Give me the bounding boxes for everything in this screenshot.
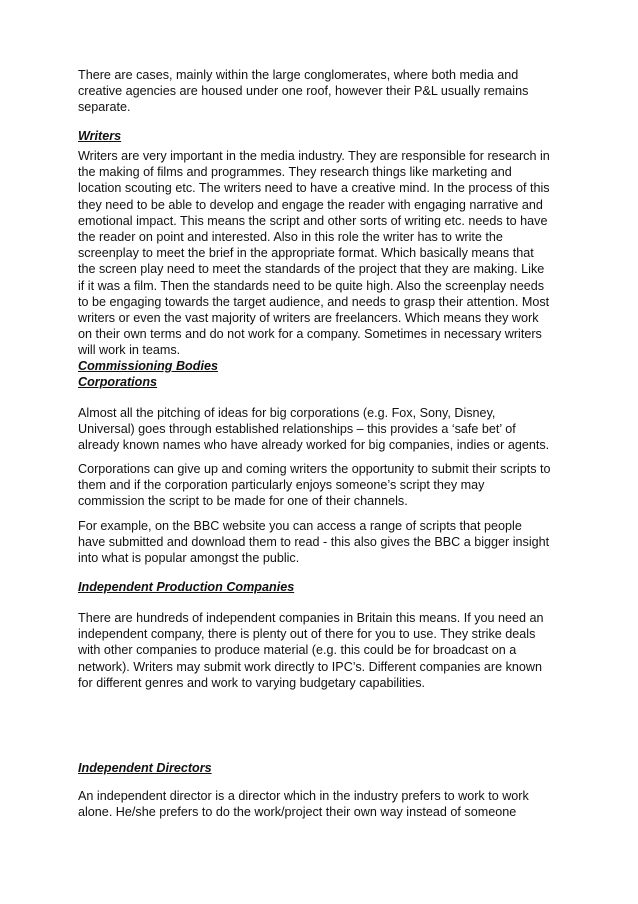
text-line: An independent director is a director which in the industry prefers to work to work — [78, 789, 529, 803]
text-line: Universal) goes through established relationships – this provides a ‘safe bet’ of — [78, 422, 516, 437]
corporations-paragraph-3 — [78, 518, 564, 567]
text-line: commission the script to be made for one of their channels. — [78, 494, 408, 509]
writers-paragraph — [78, 148, 564, 359]
text-line: Almost all the pitching of ideas for big corporations (e.g. Fox, Sony, Disney, — [78, 406, 496, 420]
independent-directors-paragraph — [78, 788, 564, 820]
text-line: to be engaging towards the target audience, and needs to grasp their attention. Most — [78, 294, 550, 309]
text-line: the making of films and programmes. They research things like marketing and — [78, 165, 512, 180]
text-line: will work in teams. — [78, 343, 181, 358]
text-line: network). Writers may submit work directly to IPC’s. Different companies are known — [78, 659, 543, 674]
text-line: There are cases, mainly within the large conglomerates, where both media and — [78, 68, 519, 82]
text-line: the reader on point and interested. Also in this role the writer has to write the — [78, 230, 503, 245]
text-line: separate. — [78, 100, 131, 115]
independent-production-companies-heading: Independent Production Companies — [78, 580, 295, 594]
text-line: Writers are very important in the media industry. They are responsible for research in — [78, 149, 550, 163]
text-line: for different genres and work to varying budgetary capabilities. — [78, 675, 425, 690]
text-line: on their own terms and do not work for a company. Sometimes in necessary writers — [78, 327, 542, 342]
text-line: screenplay to meet the brief in the appropriate format. Which basically means that — [78, 246, 534, 261]
independent-production-paragraph — [78, 610, 564, 691]
text-line: writers or even the vast majority of writers are freelancers. Which means they work — [78, 311, 539, 326]
text-line: already known names who have already worked for big companies, indies or agents. — [78, 438, 550, 453]
intro-paragraph — [78, 67, 564, 116]
text-line: them and if the corporation particularly enjoys someone’s script they may — [78, 478, 485, 493]
commissioning-bodies-heading: Commissioning Bodies — [78, 359, 218, 373]
independent-directors-heading: Independent Directors — [78, 761, 212, 775]
text-line: There are hundreds of independent companies in Britain this means. If you need an — [78, 611, 544, 625]
text-line: with other companies to produce material (e.g. this could be for broadcast on a — [78, 643, 517, 658]
text-line: independent company, there is plenty out of there for you to use. They strike deals — [78, 627, 536, 642]
text-line: location scouting etc. The writers need to have a creative mind. In the process of this — [78, 181, 550, 196]
writers-heading: Writers — [78, 129, 122, 143]
corporations-heading: Corporations — [78, 375, 158, 389]
corporations-paragraph-1 — [78, 405, 564, 454]
text-line: they need to be able to develop and engage the reader with engaging narrative and — [78, 197, 543, 212]
text-line: have submitted and download them to read - this also gives the BBC a bigger insight — [78, 535, 550, 550]
text-line: the screen play need to meet the standards of the project that they are making. Like — [78, 262, 545, 277]
text-line: For example, on the BBC website you can access a range of scripts that people — [78, 519, 522, 533]
text-line: creative agencies are housed under one roof, however their P&L usually remains — [78, 84, 529, 99]
text-line: into what is popular amongst the public. — [78, 551, 300, 566]
corporations-paragraph-2 — [78, 461, 564, 510]
text-line: emotional impact. This means the script and other sorts of writing etc. needs to have — [78, 213, 548, 228]
text-line: Corporations can give up and coming writers the opportunity to submit their scripts to — [78, 462, 551, 476]
text-line: alone. He/she prefers to do the work/project their own way instead of someone — [78, 805, 517, 820]
text-line: if it was a film. Then the standards need to be quite high. Also the screenplay needs — [78, 278, 545, 293]
